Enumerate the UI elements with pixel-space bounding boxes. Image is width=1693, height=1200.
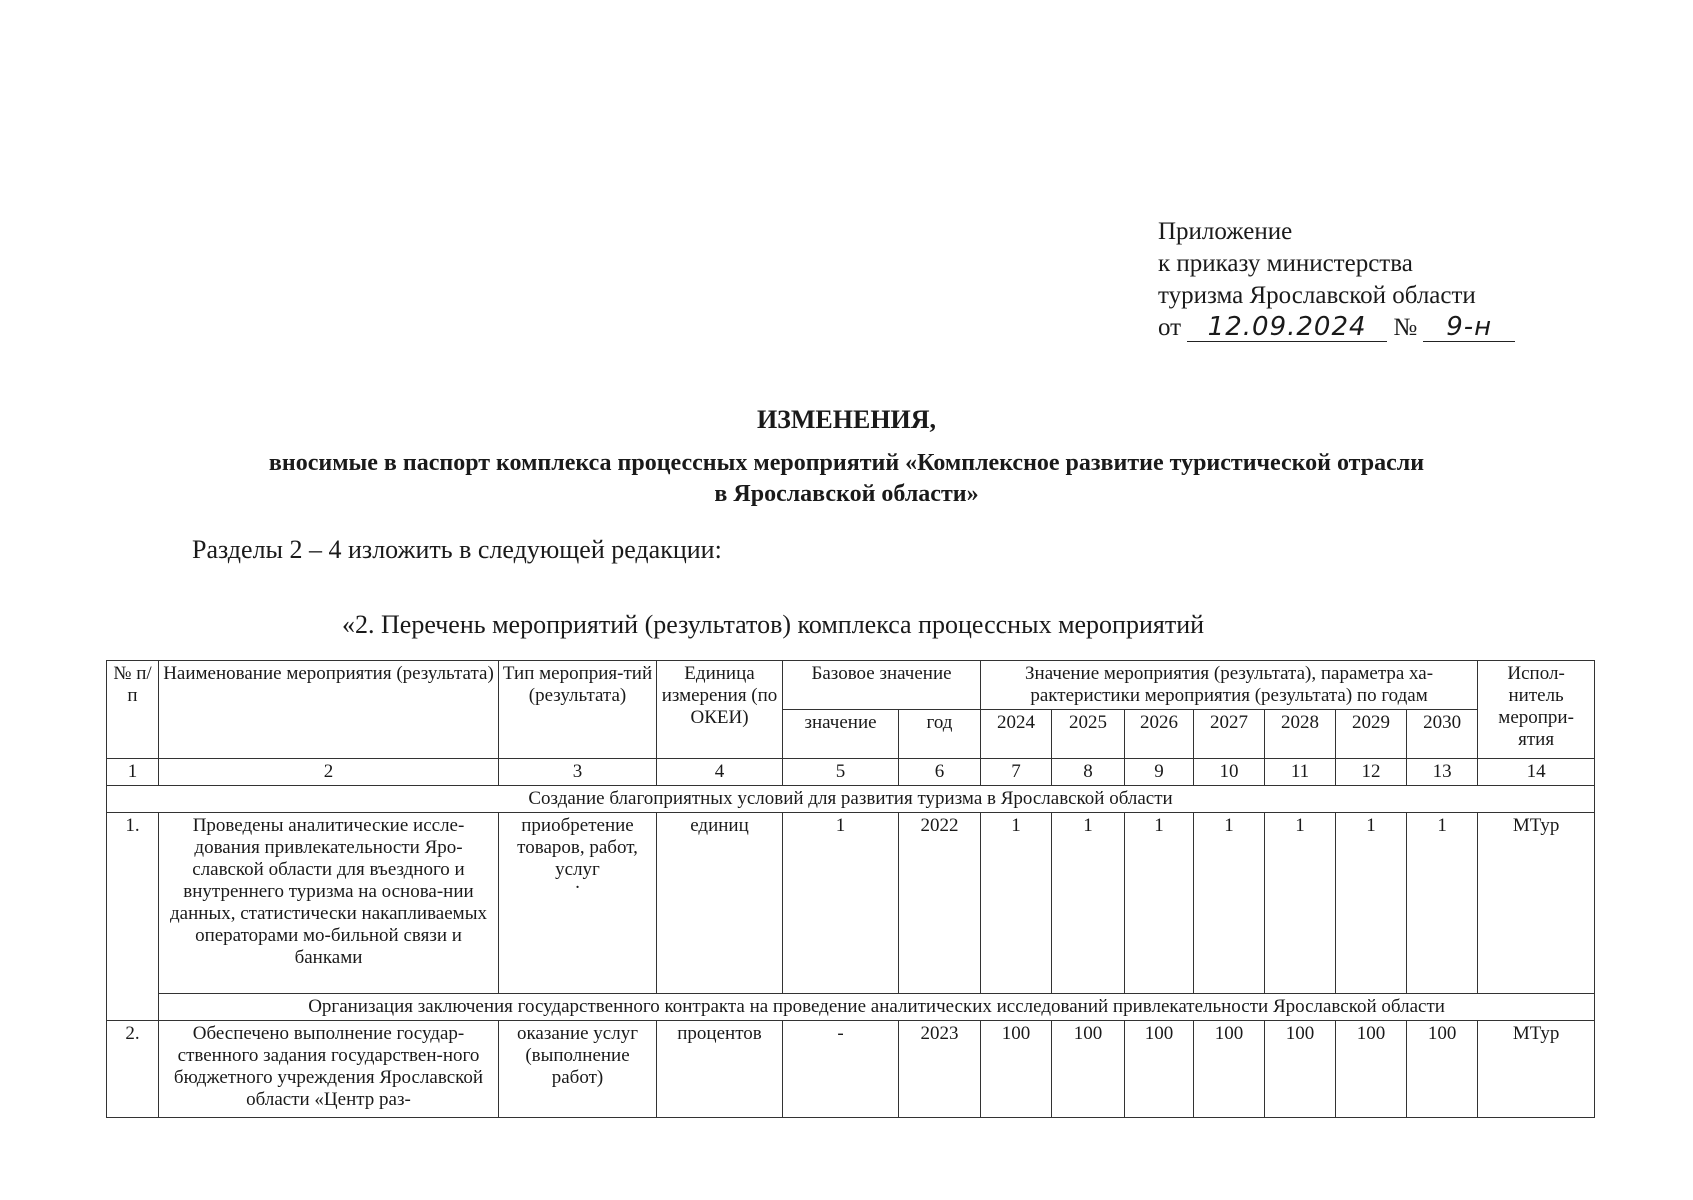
header-base: Базовое значение [783, 661, 981, 710]
row-value: 100 [1265, 1021, 1336, 1118]
row-value: 1 [1194, 813, 1265, 994]
row-executor: МТур [1478, 813, 1595, 994]
row-value: 100 [1407, 1021, 1478, 1118]
row-type [499, 813, 657, 994]
appendix-block [1158, 216, 1515, 344]
row-unit: единиц [657, 813, 783, 994]
row-name: Проведены аналитические иссле-дования привлекательности Яро-славской области для въездного и внутреннего туризма на основа-нии данных, статистически накапливаемых операторами мо-бильной связи и банками [159, 813, 499, 994]
column-number-row [107, 759, 1595, 786]
row-type-mark: · [574, 877, 581, 898]
column-number: 4 [657, 759, 783, 786]
column-number: 3 [499, 759, 657, 786]
column-number: 1 [107, 759, 159, 786]
subtitle-line-1: вносимые в паспорт комплекса процессных мероприятий «Комплексное развитие туристической отрасли [268, 450, 1425, 476]
row-base-value: - [783, 1021, 899, 1118]
column-number: 9 [1125, 759, 1194, 786]
header-year: 2030 [1407, 710, 1478, 759]
handwritten-date: 12.09.2024 [1187, 313, 1387, 342]
row-value: 100 [1052, 1021, 1125, 1118]
column-number: 12 [1336, 759, 1407, 786]
row-num: 2. [107, 1021, 159, 1118]
column-number: 2 [159, 759, 499, 786]
row-executor: МТур [1478, 1021, 1595, 1118]
appendix-line-3: туризма Ярославской области [1158, 282, 1476, 309]
row-value: 100 [981, 1021, 1052, 1118]
appendix-line-1: Приложение [1158, 218, 1293, 245]
row-value: 100 [1336, 1021, 1407, 1118]
row-base-year: 2023 [899, 1021, 981, 1118]
row-type: оказание услуг (выполнение работ) [499, 1021, 657, 1118]
intro-paragraph: Разделы 2 – 4 изложить в следующей редакции: [192, 535, 722, 564]
handwritten-number: 9-н [1423, 313, 1515, 342]
document-subtitle [0, 448, 1693, 510]
number-sign: № [1393, 314, 1418, 341]
row-type-text: приобретение товаров, работ, услуг [517, 815, 638, 880]
row-value: 1 [1052, 813, 1125, 994]
header-year: 2026 [1125, 710, 1194, 759]
row-value: 100 [1194, 1021, 1265, 1118]
header-num: № п/п [107, 661, 159, 759]
subtitle-line-2: в Ярославской области» [714, 481, 979, 507]
appendix-date-line [1158, 312, 1515, 344]
document-title: ИЗМЕНЕНИЯ, [756, 405, 937, 434]
row-base-year: 2022 [899, 813, 981, 994]
row-value: 1 [1265, 813, 1336, 994]
column-number: 13 [1407, 759, 1478, 786]
task-note-row [107, 994, 1595, 1021]
header-values: Значение мероприятия (результата), параметра ха-рактеристики мероприятия (результата) по годам [981, 661, 1478, 710]
header-executor: Испол-нитель меропри-ятия [1478, 661, 1595, 759]
table-row [107, 813, 1595, 994]
header-base-year: год [899, 710, 981, 759]
appendix-line-2: к приказу министерства [1158, 250, 1413, 277]
column-number: 11 [1265, 759, 1336, 786]
from-label: от [1158, 314, 1182, 341]
header-year: 2024 [981, 710, 1052, 759]
task-row [107, 786, 1595, 813]
header-year: 2029 [1336, 710, 1407, 759]
header-year: 2028 [1265, 710, 1336, 759]
row-unit: процентов [657, 1021, 783, 1118]
task-note: Организация заключения государственного контракта на проведение аналитических исследований привлекательности Ярославской области [159, 994, 1595, 1021]
table-row [107, 1021, 1595, 1118]
header-unit: Единица измерения (по ОКЕИ) [657, 661, 783, 759]
row-base-value: 1 [783, 813, 899, 994]
header-base-value: значение [783, 710, 899, 759]
header-type: Тип мероприя-тий (результата) [499, 661, 657, 759]
row-value: 1 [1336, 813, 1407, 994]
header-year: 2025 [1052, 710, 1125, 759]
row-value: 1 [1125, 813, 1194, 994]
task-title: Создание благоприятных условий для развития туризма в Ярославской области [107, 786, 1595, 813]
column-number: 5 [783, 759, 899, 786]
section-heading: «2. Перечень мероприятий (результатов) комплекса процессных мероприятий [342, 610, 1205, 639]
column-number: 14 [1478, 759, 1595, 786]
header-name: Наименование мероприятия (результата) [159, 661, 499, 759]
row-value: 1 [1407, 813, 1478, 994]
column-number: 7 [981, 759, 1052, 786]
header-year: 2027 [1194, 710, 1265, 759]
column-number: 6 [899, 759, 981, 786]
row-num: 1. [107, 813, 159, 1021]
table-header-row-1 [107, 661, 1595, 710]
row-value: 1 [981, 813, 1052, 994]
row-value: 100 [1125, 1021, 1194, 1118]
column-number: 8 [1052, 759, 1125, 786]
measures-table [106, 660, 1595, 1118]
column-number: 10 [1194, 759, 1265, 786]
row-name: Обеспечено выполнение государ-ственного задания государствен-ного бюджетного учреждения Ярославской области «Центр раз- [159, 1021, 499, 1118]
